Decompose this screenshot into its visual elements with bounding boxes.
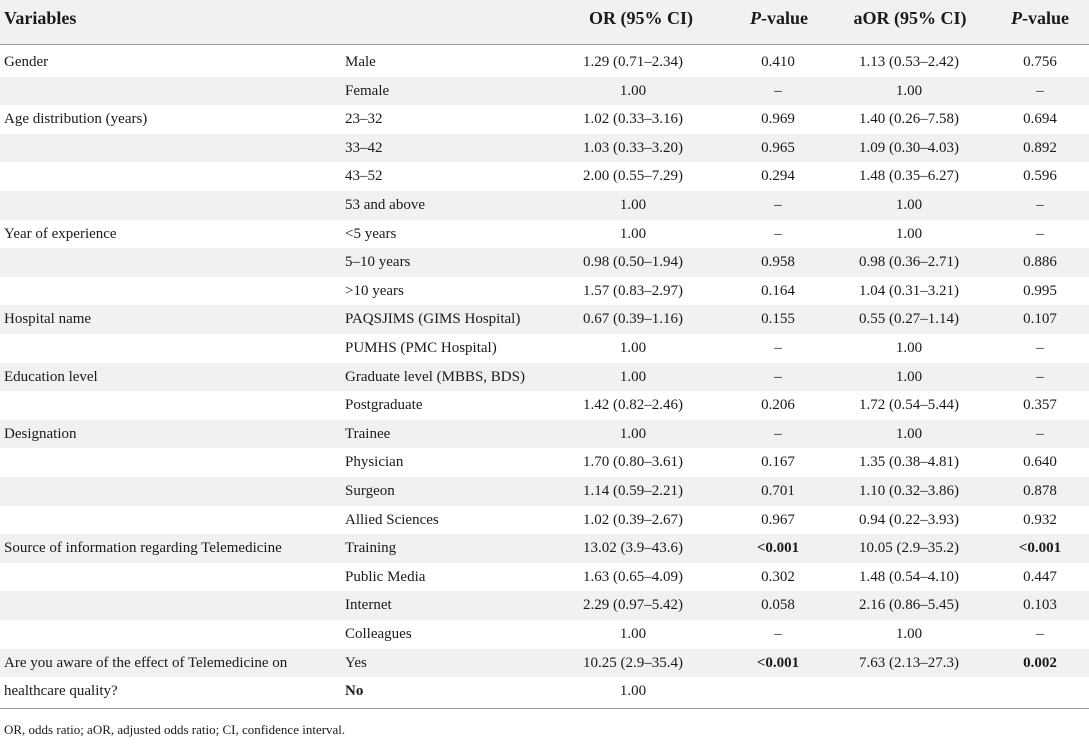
table-row: [0, 534, 1089, 563]
adjusted-p-value-cell: [1000, 677, 1080, 706]
aor-cell: 0.98 (0.36–2.71): [859, 254, 959, 271]
variable-cell: [4, 134, 334, 163]
aor-cell: 1.00: [895, 340, 923, 356]
header-p-value-1: [733, 0, 825, 44]
header-p-suffix: -value: [761, 8, 808, 28]
variable-cell: Source of information regarding Telemedicine: [4, 540, 282, 557]
p-value-cell: –: [774, 626, 782, 642]
category-cell: Female: [345, 82, 390, 99]
table-row: [0, 506, 1089, 535]
table-row: [0, 334, 1089, 363]
category-cell: 43–52: [345, 168, 383, 185]
or-cell: 1.70 (0.80–3.61): [583, 454, 683, 471]
header-p-letter: P: [750, 8, 761, 28]
variable-cell: Designation: [4, 425, 77, 442]
table-row: [0, 77, 1089, 106]
table-row: [0, 220, 1089, 249]
adjusted-p-value-cell: –: [1036, 197, 1044, 213]
p-value-cell: –: [774, 82, 782, 99]
aor-cell: 1.00: [895, 225, 923, 242]
adjusted-p-value-cell: <0.001: [1018, 540, 1062, 557]
p-value-cell: [740, 677, 816, 706]
adjusted-p-value-cell: 0.694: [1023, 111, 1057, 128]
p-value-cell: –: [774, 368, 782, 385]
aor-cell: 1.00: [895, 197, 923, 213]
table-footnote: OR, odds ratio; aOR, adjusted odds ratio; CI, confidence interval.: [4, 722, 346, 737]
table-row: [0, 420, 1089, 449]
p-value-cell: <0.001: [756, 654, 800, 671]
or-cell: 1.00: [619, 626, 647, 642]
or-cell: 1.00: [619, 368, 647, 385]
or-cell: 1.14 (0.59–2.21): [583, 483, 683, 499]
p-value-cell: 0.167: [761, 454, 795, 471]
header-p-letter: P: [1011, 8, 1022, 28]
adjusted-p-value-cell: 0.886: [1023, 254, 1057, 271]
category-cell: >10 years: [345, 282, 404, 299]
variable-cell: [4, 620, 334, 649]
variable-cell: healthcare quality?: [4, 683, 118, 700]
or-cell: 13.02 (3.9–43.6): [583, 540, 683, 557]
category-cell: Male: [345, 54, 376, 70]
variable-cell: [4, 77, 334, 106]
aor-cell: 1.00: [895, 626, 923, 642]
or-cell: 1.00: [619, 197, 647, 213]
adjusted-p-value-cell: 0.596: [1023, 168, 1057, 185]
category-cell: 5–10 years: [345, 254, 411, 271]
p-value-cell: 0.302: [761, 568, 795, 585]
table-row: [0, 591, 1089, 620]
or-cell: 2.29 (0.97–5.42): [583, 597, 683, 614]
header-divider: [0, 44, 1089, 45]
or-cell: 1.63 (0.65–4.09): [583, 568, 683, 585]
category-cell: 33–42: [345, 139, 383, 156]
or-cell: 1.03 (0.33–3.20): [583, 139, 683, 156]
aor-cell: 2.16 (0.86–5.45): [859, 597, 959, 614]
or-cell: 1.00: [619, 340, 647, 356]
variable-cell: Gender: [4, 54, 49, 70]
category-cell: Training: [345, 540, 397, 557]
category-cell: PAQSJIMS (GIMS Hospital): [345, 311, 521, 328]
variable-cell: [4, 191, 334, 220]
or-cell: 0.67 (0.39–1.16): [583, 311, 683, 328]
p-value-cell: <0.001: [756, 540, 800, 557]
table-header: [0, 0, 1089, 44]
table-row: [0, 620, 1089, 649]
category-cell: Public Media: [345, 568, 426, 585]
adjusted-p-value-cell: 0.107: [1023, 311, 1057, 328]
variable-cell: [4, 591, 334, 620]
adjusted-p-value-cell: 0.995: [1023, 282, 1057, 299]
aor-cell: 0.94 (0.22–3.93): [859, 511, 959, 528]
category-cell: Allied Sciences: [345, 511, 439, 528]
aor-cell: 7.63 (2.13–27.3): [859, 654, 959, 671]
category-cell: 23–32: [345, 111, 383, 128]
header-p-suffix: -value: [1022, 8, 1069, 28]
p-value-cell: –: [774, 340, 782, 356]
or-cell: 1.00: [619, 425, 647, 442]
or-cell: 1.00: [619, 82, 647, 99]
variable-cell: [4, 277, 334, 306]
adjusted-p-value-cell: 0.892: [1023, 139, 1057, 156]
table-row: [0, 162, 1089, 191]
variable-cell: [4, 334, 334, 363]
adjusted-p-value-cell: –: [1036, 225, 1044, 242]
category-cell: Colleagues: [345, 626, 412, 642]
aor-cell: 1.00: [895, 368, 923, 385]
header-or: OR (95% CI): [589, 8, 693, 28]
aor-cell: 1.40 (0.26–7.58): [859, 111, 959, 128]
p-value-cell: 0.294: [761, 168, 795, 185]
category-cell: Internet: [345, 597, 392, 614]
aor-cell: 1.09 (0.30–4.03): [859, 139, 959, 156]
category-cell: No: [345, 683, 364, 700]
table-bottom-rule: [0, 708, 1089, 709]
aor-cell: 1.48 (0.54–4.10): [859, 568, 959, 585]
category-cell: <5 years: [345, 225, 397, 242]
or-cell: 1.02 (0.39–2.67): [583, 511, 683, 528]
variable-cell: Are you aware of the effect of Telemedicine on: [4, 654, 288, 671]
category-cell: Postgraduate: [345, 397, 423, 414]
or-cell: 1.42 (0.82–2.46): [583, 397, 683, 414]
variable-cell: Hospital name: [4, 311, 92, 328]
adjusted-p-value-cell: –: [1036, 368, 1044, 385]
table-row: [0, 563, 1089, 592]
table-row: [0, 134, 1089, 163]
category-cell: Graduate level (MBBS, BDS): [345, 368, 525, 385]
or-cell: 1.00: [619, 225, 647, 242]
or-cell: 1.57 (0.83–2.97): [583, 282, 683, 299]
table-row: [0, 391, 1089, 420]
variable-cell: [4, 477, 334, 506]
aor-cell: 1.00: [895, 425, 923, 442]
table-row: [0, 677, 1089, 706]
table-row: [0, 105, 1089, 134]
table-row: [0, 277, 1089, 306]
p-value-cell: 0.969: [761, 111, 795, 128]
adjusted-p-value-cell: –: [1036, 425, 1044, 442]
aor-cell: 1.10 (0.32–3.86): [859, 483, 959, 499]
variable-cell: [4, 563, 334, 592]
adjusted-p-value-cell: –: [1036, 340, 1044, 356]
table-row: [0, 649, 1089, 678]
p-value-cell: 0.206: [761, 397, 795, 414]
variable-cell: [4, 448, 334, 477]
adjusted-p-value-cell: –: [1036, 82, 1044, 99]
p-value-cell: 0.155: [761, 311, 795, 328]
p-value-cell: 0.164: [761, 282, 795, 299]
p-value-cell: –: [774, 197, 782, 213]
p-value-cell: 0.410: [761, 54, 795, 70]
or-cell: 1.29 (0.71–2.34): [583, 54, 683, 70]
aor-cell: 0.55 (0.27–1.14): [859, 311, 959, 328]
adjusted-p-value-cell: –: [1036, 626, 1044, 642]
or-cell: 2.00 (0.55–7.29): [583, 168, 683, 185]
table-row: [0, 305, 1089, 334]
p-value-cell: 0.701: [761, 483, 795, 499]
or-cell: 1.00: [619, 683, 647, 700]
variable-cell: Age distribution (years): [4, 111, 148, 128]
table-row: [0, 363, 1089, 392]
category-cell: Yes: [345, 654, 367, 671]
header-p-value-2: [992, 0, 1088, 44]
variable-cell: [4, 162, 334, 191]
variable-cell: [4, 248, 334, 277]
p-value-cell: 0.058: [761, 597, 795, 614]
table-row: [0, 448, 1089, 477]
aor-cell: 1.13 (0.53–2.42): [859, 54, 959, 70]
category-cell: PUMHS (PMC Hospital): [345, 340, 497, 356]
variable-cell: Year of experience: [4, 225, 117, 242]
category-cell: Surgeon: [345, 483, 395, 499]
variable-cell: Education level: [4, 368, 98, 385]
category-cell: Trainee: [345, 425, 391, 442]
aor-cell: 1.00: [895, 82, 923, 99]
aor-cell: 1.35 (0.38–4.81): [859, 454, 959, 471]
table-row: [0, 48, 1089, 77]
header-variables: Variables: [4, 8, 77, 28]
aor-cell: 1.72 (0.54–5.44): [859, 397, 959, 414]
adjusted-p-value-cell: 0.447: [1023, 568, 1057, 585]
adjusted-p-value-cell: 0.640: [1023, 454, 1057, 471]
table-row: [0, 248, 1089, 277]
adjusted-p-value-cell: 0.932: [1023, 511, 1057, 528]
adjusted-p-value-cell: 0.878: [1023, 483, 1057, 499]
or-cell: 10.25 (2.9–35.4): [583, 654, 683, 671]
header-aor: aOR (95% CI): [853, 8, 967, 28]
p-value-cell: –: [774, 425, 782, 442]
adjusted-p-value-cell: 0.103: [1023, 597, 1057, 614]
aor-cell: 1.48 (0.35–6.27): [859, 168, 959, 185]
aor-cell: 1.04 (0.31–3.21): [859, 282, 959, 299]
aor-cell: 10.05 (2.9–35.2): [859, 540, 959, 557]
table-row: [0, 191, 1089, 220]
adjusted-p-value-cell: 0.357: [1023, 397, 1057, 414]
adjusted-p-value-cell: 0.756: [1023, 54, 1057, 70]
p-value-cell: 0.967: [761, 511, 795, 528]
or-cell: 1.02 (0.33–3.16): [583, 111, 683, 128]
table-row: [0, 477, 1089, 506]
adjusted-p-value-cell: 0.002: [1023, 654, 1057, 671]
variable-cell: [4, 506, 334, 535]
or-cell: 0.98 (0.50–1.94): [583, 254, 683, 271]
aor-cell: [834, 677, 984, 706]
p-value-cell: –: [774, 225, 782, 242]
category-cell: 53 and above: [345, 197, 425, 213]
p-value-cell: 0.958: [761, 254, 795, 271]
category-cell: Physician: [345, 454, 404, 471]
variable-cell: [4, 391, 334, 420]
p-value-cell: 0.965: [761, 139, 795, 156]
